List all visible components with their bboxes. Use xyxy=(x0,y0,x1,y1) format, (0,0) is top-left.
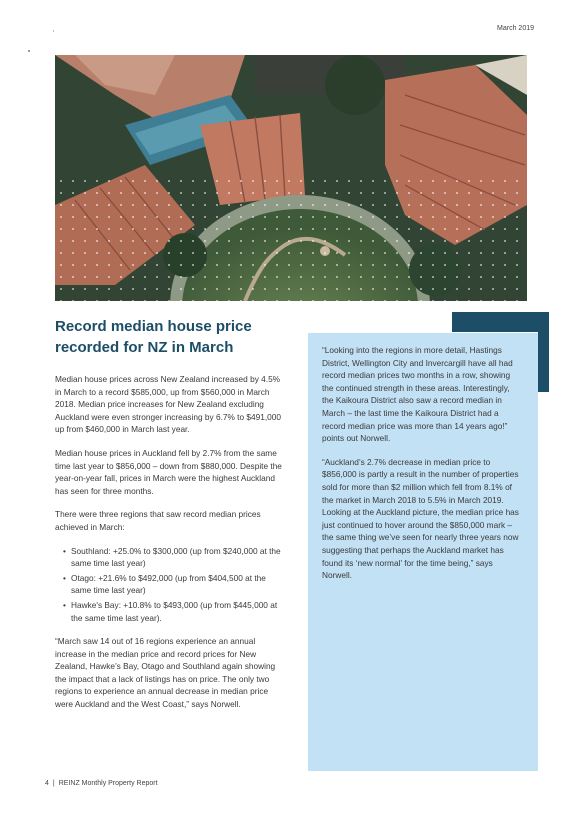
list-item: • Hawke's Bay: +10.8% to $493,000 (up from $445,000 at the same time last year). xyxy=(63,599,288,624)
paragraph: Median house prices across New Zealand increased by 4.5% in March to a record $585,000, up from $560,000 in March 2018. Median price increases for New Zealand excluding Auckland were even stronger increasing by 6.7% to $491,000 up from $460,000 in March last year. xyxy=(55,374,282,435)
accent-bar xyxy=(452,312,549,332)
paragraph: There were three regions that saw record median prices achieved in March: xyxy=(55,509,261,532)
quote-paragraph: “Auckland’s 2.7% decrease in median price to $856,000 is partly a result in the number of properties sold for more than $2 million which fell from 8.1% of the market in March 2018 to 5.5% in March 2019. Looking at the Auckland picture, the median price has just continued to hover around the $850,000 mark – the same thing we’ve seen for nearly three years now suggesting that perhaps the Auckland market has found its ‘new normal’ for the time being,” says Norwell. xyxy=(322,456,519,581)
article-body xyxy=(55,373,288,722)
paragraph: “March saw 14 out of 16 regions experience an annual increase in the median price and record prices for New Zealand, Hawke’s Bay, Otago and Southland again showing the impact that a lack of listings has on price. The only two regions to experience an annual decrease in median price were Auckland and the West Coast,” says Norwell. xyxy=(55,636,276,710)
page-number: 4 xyxy=(45,780,49,787)
article-title: Record median house price recorded for NZ in March xyxy=(55,318,252,356)
list-item: • Southland: +25.0% to $300,000 (up from $240,000 at the same time last year) xyxy=(63,545,288,570)
scan-mark xyxy=(28,50,30,52)
report-name: REINZ Monthly Property Report xyxy=(58,780,158,787)
quote-body xyxy=(322,344,522,593)
quote-paragraph: “Looking into the regions in more detail, Hastings District, Wellington City and Invercargill have all had record median prices two months in a row, showing the continued strength in these areas. Interestingly, the Kaikoura District also saw a record median in March – the last time the Kaikoura District had a record median price was more than 14 years ago!” points out Norwell. xyxy=(322,345,513,444)
scan-mark xyxy=(53,30,54,32)
list-item: • Otago: +21.6% to $492,000 (up from $404,500 at the same time last year) xyxy=(63,572,288,597)
page-date: March 2019 xyxy=(497,25,534,32)
accent-bar-side xyxy=(538,332,549,392)
hero-aerial-photo xyxy=(55,55,527,301)
paragraph: Median house prices in Auckland fell by 2.7% from the same time last year to $856,000 – down from $880,000. Despite the year-on-year fall, prices in March were the highest Auckland has seen for three months. xyxy=(55,447,282,496)
footer-separator: | xyxy=(52,780,55,787)
record-regions-list xyxy=(55,545,288,625)
aerial-photo-icon xyxy=(55,55,527,301)
page-footer xyxy=(45,780,158,787)
